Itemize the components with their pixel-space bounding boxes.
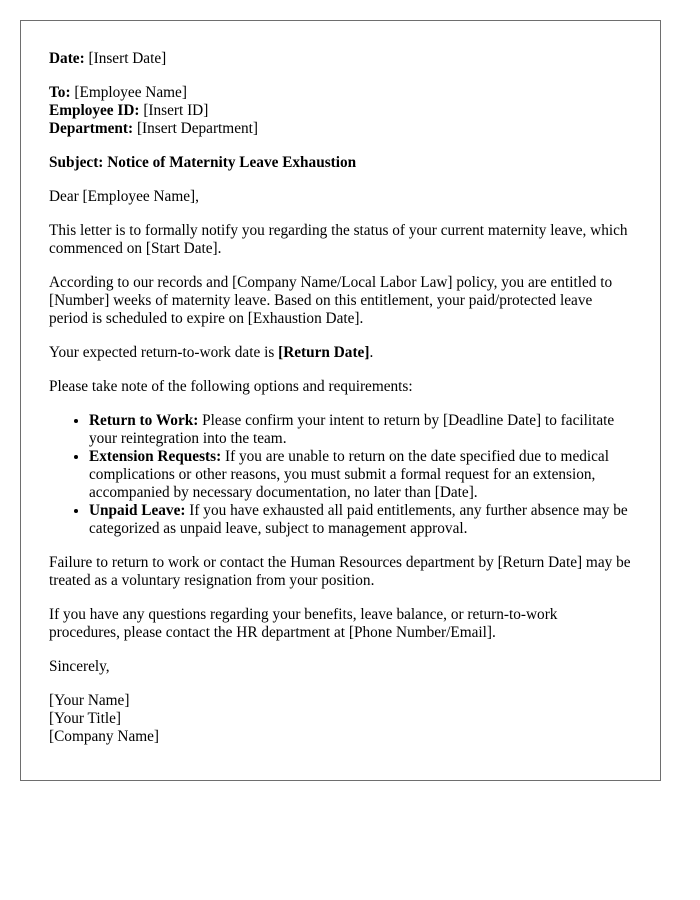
return-date-line <box>49 344 632 362</box>
option-title: Unpaid Leave: <box>89 502 186 519</box>
option-title: Extension Requests: <box>89 448 222 465</box>
paragraph-failure-notice: Failure to return to work or contact the Human Resources department by [Return Date] may be treated as a voluntary resignation from your position. <box>49 554 631 589</box>
department-label: Department: <box>49 120 134 137</box>
recipient-block <box>49 84 632 138</box>
paragraph-contact: If you have any questions regarding your benefits, leave balance, or return-to-work procedures, please contact the HR department at [Phone Number/Email]. <box>49 606 558 641</box>
signature-company: [Company Name] <box>49 728 160 745</box>
to-line <box>49 84 632 102</box>
list-item <box>89 502 632 538</box>
closing: Sincerely, <box>49 658 110 675</box>
options-list <box>49 412 632 538</box>
return-date-suffix: . <box>369 344 374 361</box>
signature-name: [Your Name] <box>49 692 130 709</box>
employee-id-value: [Insert ID] <box>143 102 209 119</box>
employee-id-line <box>49 102 632 120</box>
employee-id-label: Employee ID: <box>49 102 140 119</box>
letter-container <box>20 20 661 781</box>
option-text: If you have exhausted all paid entitlements, any further absence may be categorized as unpaid leave, subject to management approval. <box>89 502 628 537</box>
signature-title: [Your Title] <box>49 710 121 727</box>
to-label: To: <box>49 84 71 101</box>
department-value: [Insert Department] <box>136 120 258 137</box>
paragraph-entitlement: According to our records and [Company Name/Local Labor Law] policy, you are entitled to [Number] weeks of maternity leave. Based on this entitlement, your paid/protected leave period is scheduled to expire on [Exhaustion Date]. <box>49 274 613 327</box>
list-item <box>89 448 632 502</box>
subject-line: Subject: Notice of Maternity Leave Exhaustion <box>49 154 357 171</box>
to-value: [Employee Name] <box>74 84 187 101</box>
date-line <box>49 50 632 68</box>
paragraph-notification: This letter is to formally notify you regarding the status of your current maternity leave, which commenced on [Start Date]. <box>49 222 628 257</box>
list-item <box>89 412 632 448</box>
option-title: Return to Work: <box>89 412 199 429</box>
date-label: Date: <box>49 50 85 67</box>
options-intro: Please take note of the following options and requirements: <box>49 378 413 395</box>
department-line <box>49 120 632 138</box>
salutation: Dear [Employee Name], <box>49 188 199 205</box>
date-value: [Insert Date] <box>88 50 167 67</box>
option-text: If you are unable to return on the date specified due to medical complications or other reasons, you must submit a formal request for an extension, accompanied by necessary documentation, no later than [Date]. <box>89 448 609 501</box>
return-date-value: [Return Date] <box>278 344 370 361</box>
return-date-prefix: Your expected return-to-work date is <box>49 344 279 361</box>
signature-block <box>49 692 632 746</box>
option-text: Please confirm your intent to return by [Deadline Date] to facilitate your reintegration into the team. <box>89 412 615 447</box>
